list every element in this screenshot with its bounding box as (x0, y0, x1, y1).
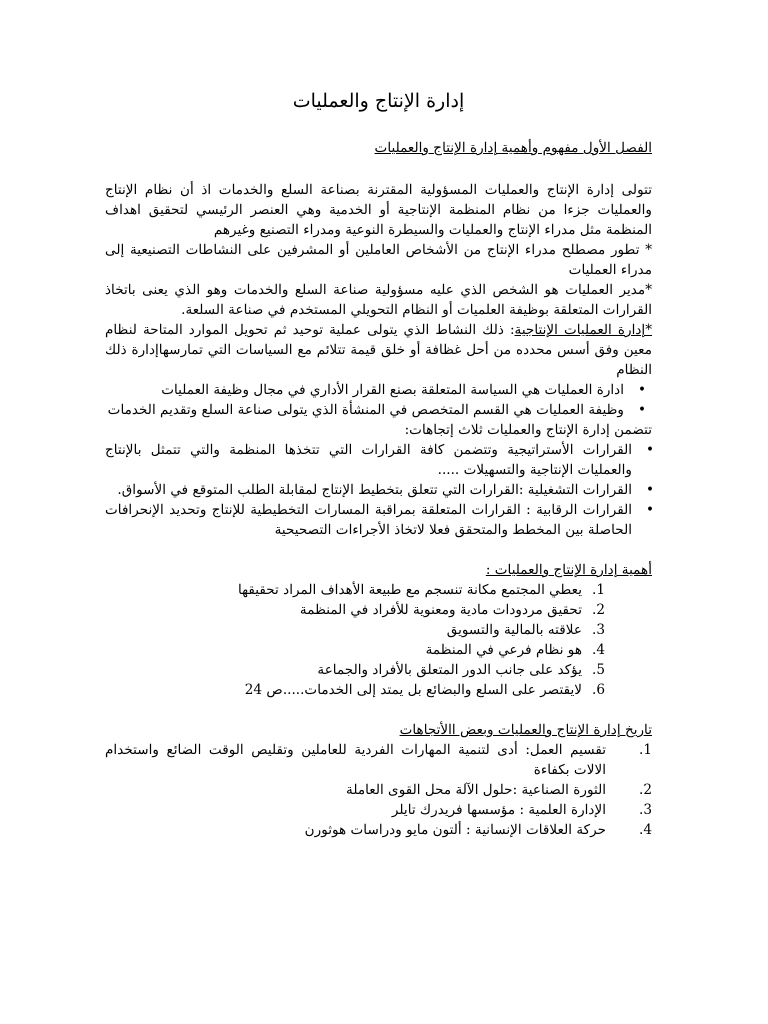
item-number: .2 (592, 602, 605, 618)
production-management-paragraph (105, 320, 652, 380)
list-item (105, 600, 652, 620)
history-list (105, 740, 652, 840)
item-number: .4 (592, 642, 605, 658)
intro-paragraph: تتولى إدارة الإنتاج والعمليات المسؤولية المقترنة بصناعة السلع والخدمات اذ أن نظام الإنتاج والعمليات جزءا من نظام المنظمة الإنتاجية أو الخدمية وهي العنصر الرئيسي لتحقيق اهداف المنظمة مثل مدراء الإنتاج والعمليات والسيطرة النوعية ومدراء التصنيع وغيرهم (105, 182, 652, 238)
item-text: حركة العلاقات الإنسانية : ألتون مايو ودراسات هوثورن (304, 822, 606, 838)
directions-intro: تتضمن إدارة الإنتاج والعمليات ثلاث إتجاهات: (404, 422, 652, 438)
list-item (105, 780, 652, 800)
item-text: لايقتصر على السلع والبضائع بل يمتد إلى الخدمات.....ص 24 (244, 682, 582, 698)
item-number: .6 (592, 682, 605, 698)
item-text: الإدارة العلمية : مؤسسها فريدرك تايلر (391, 802, 606, 818)
item-text: علاقته بالمالية والتسويق (446, 622, 582, 638)
chapter-heading: الفصل الأول مفهوم وأهمية إدارة الإنتاج والعمليات (374, 140, 652, 156)
item-text: الثورة الصناعية :حلول الآلة محل القوى العاملة (346, 782, 606, 798)
evolution-paragraph: * تطور مصطلح مدراء الإنتاج من الأشخاص العاملين أو المشرفين على النشاطات التصنيعية إلى مدراء العمليات (105, 242, 652, 278)
directions-bullets (105, 440, 652, 540)
list-item (105, 580, 652, 600)
history-heading: تاريخ إدارة الإنتاج والعمليات وبعض االأتجاهات (399, 722, 652, 738)
item-number: .3 (639, 802, 652, 818)
item-text: تحقيق مردودات مادية ومعنوية للأفراد في المنظمة (299, 602, 582, 618)
list-item (105, 740, 652, 780)
operations-bullets (105, 380, 652, 420)
list-item (105, 800, 652, 820)
operations-manager-paragraph: *مدير العمليات هو الشخص الذي عليه مسؤولية صناعة السلع والخدمات وهو الذي يعنى باتخاذ القرارات المتعلقة بوظيفة العلميات أو النظام التحويلي المستخدم في صناعة السلعة. (105, 282, 652, 318)
document-title: إدارة الإنتاج والعمليات (292, 90, 465, 112)
list-item (105, 820, 652, 840)
item-number: .4 (639, 822, 652, 838)
list-item: • ادارة العمليات هي السياسة المتعلقة بصنع القرار الأداري في مجال وظيفة العمليات (105, 380, 624, 400)
list-item (105, 640, 652, 660)
importance-heading: أهمية إدارة الإنتاج والعمليات : (485, 562, 652, 578)
list-item: • القرارات التشغيلية :القرارات التي تتعلق بتخطيط الإنتاج لمقابلة الطلب المتوقع في الأسواق. (105, 480, 632, 500)
item-text: تقسيم العمل: أدى لتنمية المهارات الفردية للعاملين وتقليص الوقت الضائع واستخدام الالات بكفاءة (105, 742, 606, 778)
item-number: .1 (639, 742, 652, 758)
list-item: • القرارات الأستراتيجية وتتضمن كافة القرارات التي تتخذها المنظمة والتي تتمثل بالإنتاج والعمليات الإنتاجية والتسهيلات ..... (105, 440, 632, 480)
list-item: • القرارات الرقابية : القرارات المتعلقة بمراقبة المسارات التخطيطية للإنتاج وتحديد الإنحرافات الحاصلة بين المخطط والمتحقق فعلا لاتخاذ الأجراءات التصحيحية (105, 500, 632, 540)
item-number: .3 (592, 622, 605, 638)
list-item (105, 660, 652, 680)
list-item: • وظيفة العمليات هي القسم المتخصص في المنشأة الذي يتولى صناعة السلع وتقديم الخدمات (105, 400, 624, 420)
importance-list (105, 580, 652, 700)
production-management-label: *إدارة العمليات الإنتاجية (514, 322, 652, 338)
item-text: يؤكد على جانب الدور المتعلق بالأفراد والجماعة (317, 662, 582, 678)
item-number: .1 (592, 582, 605, 598)
production-management-text: : ذلك النشاط الذي يتولى عملية توحيد ثم تحويل الموارد المتاحة لنظام معين وفق أسس محدده من أحل غظافة أو خلق قيمة تتلائم مع السياسات التي تمارسهاإدارة ذلك النظام (105, 322, 652, 378)
list-item (105, 680, 652, 700)
item-text: يعطي المجتمع مكانة تنسجم مع طبيعة الأهداف المراد تحقيقها (238, 582, 582, 598)
list-item (105, 620, 652, 640)
item-number: .2 (639, 782, 652, 798)
item-number: .5 (592, 662, 605, 678)
item-text: هو نظام فرعي في المنظمة (425, 642, 582, 658)
